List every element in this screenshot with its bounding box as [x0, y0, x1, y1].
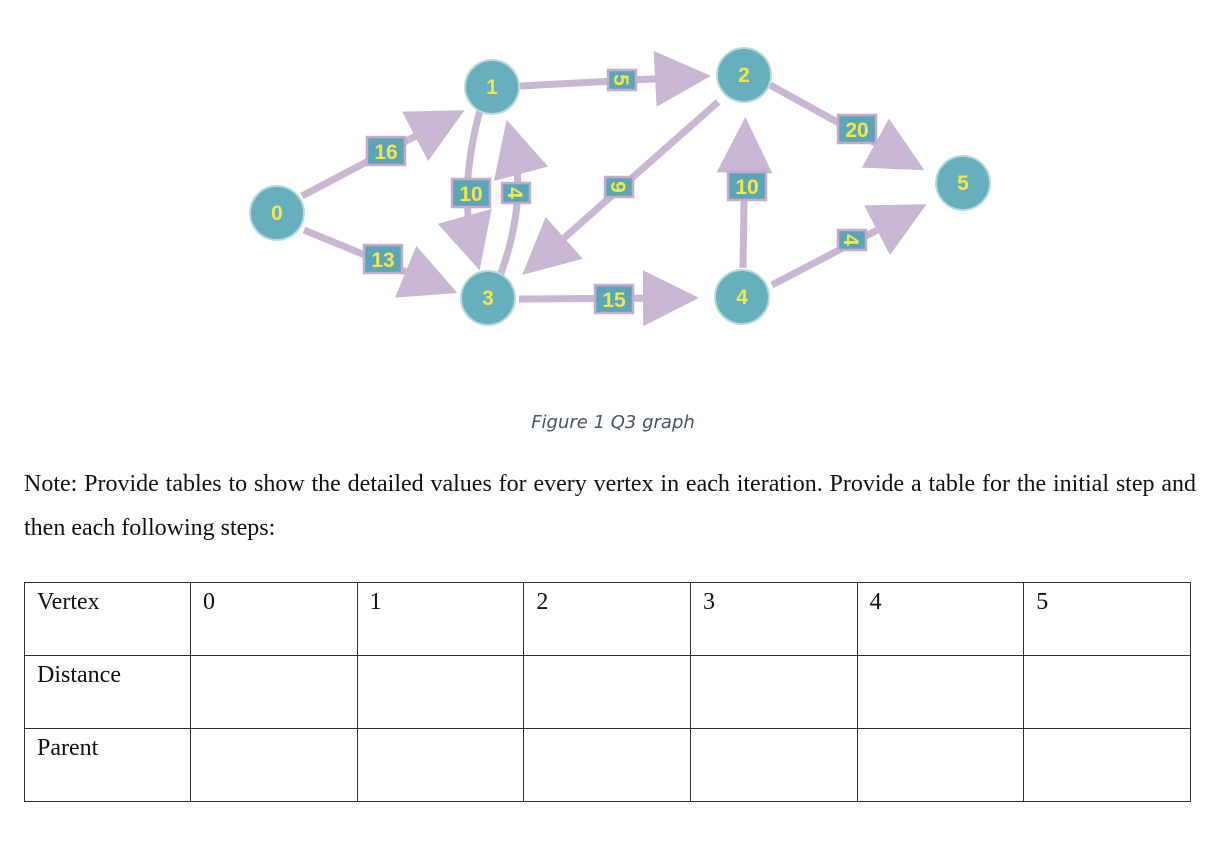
- table-cell: [1024, 656, 1191, 729]
- table-cell: 4: [857, 583, 1024, 656]
- table-cell: [1024, 729, 1191, 802]
- edge-weight-label: [595, 285, 633, 313]
- row-header: Parent: [25, 729, 191, 802]
- table-cell: [191, 729, 358, 802]
- weight-text: 16: [374, 141, 398, 164]
- edge-1-2: [520, 77, 690, 86]
- node-label: 5: [957, 172, 969, 195]
- table-row-parent: [25, 729, 1191, 802]
- graph-node: [465, 60, 519, 114]
- figure-caption: Figure 1 Q3 graph: [531, 412, 695, 433]
- weight-text: 4: [839, 234, 862, 246]
- edge-4-2: [743, 138, 745, 268]
- node-label: 2: [738, 64, 750, 87]
- edge-weight-label: [452, 179, 490, 207]
- weight-text: 15: [602, 289, 626, 312]
- edge-weight-label: [367, 137, 405, 165]
- graph-node: [461, 271, 515, 325]
- weight-text: 20: [845, 119, 869, 142]
- graph-node: [250, 186, 304, 240]
- weight-text: 10: [735, 176, 759, 199]
- weight-text: 5: [609, 74, 632, 86]
- table-cell: [690, 656, 857, 729]
- table-cell: [191, 656, 358, 729]
- table-cell: 0: [191, 583, 358, 656]
- edge-weight-label: [728, 172, 766, 200]
- table-cell: [857, 729, 1024, 802]
- row-header: Distance: [25, 656, 191, 729]
- edge-weight-label: [605, 177, 633, 197]
- table-cell: 2: [524, 583, 691, 656]
- weight-text: 10: [459, 183, 483, 206]
- edge-3-1: [500, 140, 518, 276]
- weight-text: 4: [503, 187, 526, 199]
- graph-node: [715, 270, 769, 324]
- edge-weight-label: [364, 245, 402, 273]
- edge-weight-label: [838, 230, 866, 250]
- table-cell: [524, 729, 691, 802]
- row-header: Vertex: [25, 583, 191, 656]
- table-cell: [357, 656, 524, 729]
- vertex-table: [24, 582, 1191, 802]
- node-label: 4: [736, 286, 748, 309]
- table-cell: [524, 656, 691, 729]
- graph-node: [717, 48, 771, 102]
- graph-figure: [0, 0, 1226, 400]
- node-label: 1: [486, 76, 498, 99]
- table-cell: 5: [1024, 583, 1191, 656]
- edge-weight-label: [502, 183, 530, 203]
- table-cell: [357, 729, 524, 802]
- weight-text: 13: [371, 249, 395, 272]
- node-label: 3: [482, 287, 494, 310]
- graph-node: [936, 156, 990, 210]
- weight-text: 9: [606, 181, 629, 193]
- note-text: Note: Provide tables to show the detailed values for every vertex in each iteration. Provide a table for the initial step and then each following steps:: [24, 471, 1196, 541]
- table-cell: 1: [357, 583, 524, 656]
- table-row-distance: [25, 656, 1191, 729]
- table-cell: [690, 729, 857, 802]
- node-label: 0: [271, 202, 283, 225]
- table-cell: [857, 656, 1024, 729]
- edge-weight-label: [608, 70, 636, 90]
- edge-weight-label: [838, 115, 876, 143]
- table-row-vertex: [25, 583, 1191, 656]
- table-cell: 3: [690, 583, 857, 656]
